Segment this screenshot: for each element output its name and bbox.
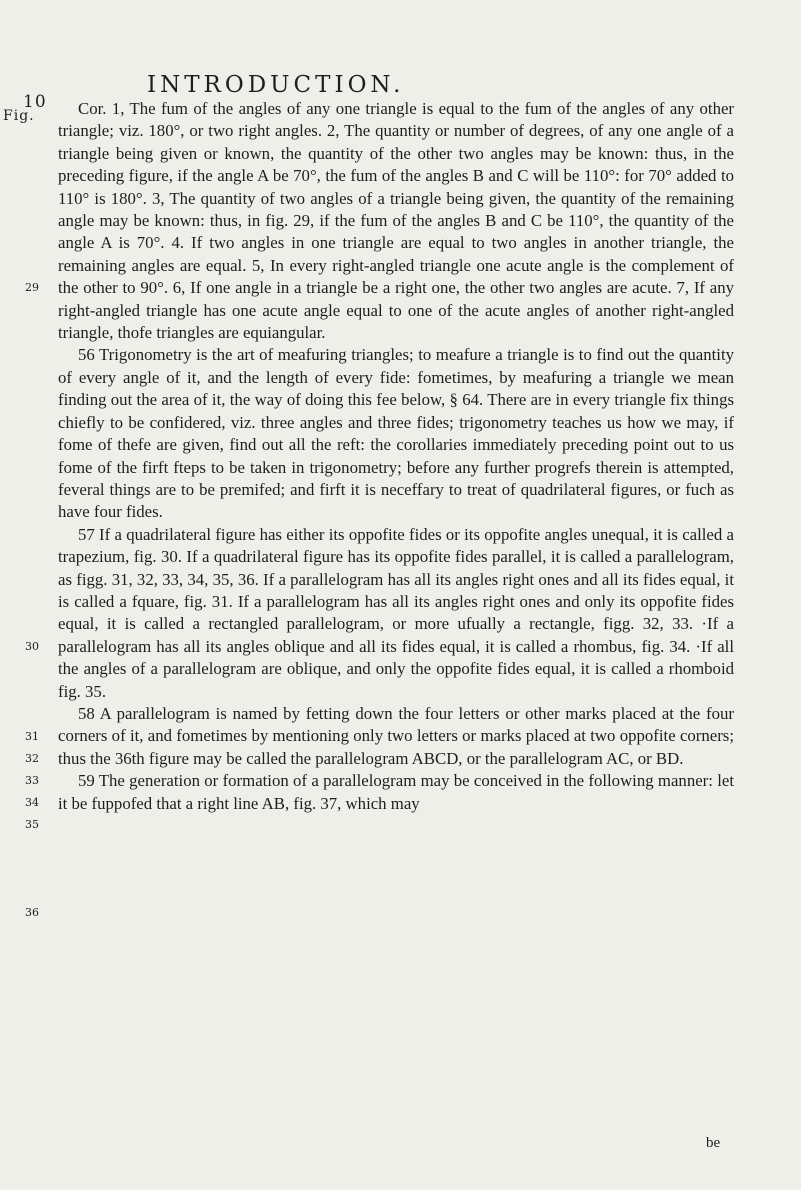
margin-figure-number: 35 bbox=[25, 818, 39, 831]
margin-figure-number: 29 bbox=[25, 281, 39, 294]
margin-figure-number: 31 bbox=[25, 730, 39, 743]
paragraph-58: 58 A parallelogram is named by fetting down the four letters or other marks placed at the four corners of it, and fometimes by mentioning only two letters or marks placed at two oppofite corners; thus the 36th figure may be called the parallelogram ABCD, or the parallelogram AC, or BD. bbox=[58, 703, 734, 768]
catchword: be bbox=[706, 1135, 721, 1151]
fig-column-label: Fig. bbox=[3, 108, 35, 124]
margin-figure-number: 33 bbox=[25, 774, 39, 787]
margin-figure-number: 36 bbox=[25, 906, 39, 919]
paragraph-56: 56 Trigonometry is the art of meafuring triangles; to meafure a triangle is to find out the quantity of every angle of it, and the length of every fide: fometimes, by meafuring a triangle we mean finding out the area of it, the way of doing this fee below, § 64. There are in every triangle fix things chiefly to be confidered, viz. three angles and three fides; trigonometry teaches us how we may, if fome of thefe are given, find out all the reft: the corollaries immediately preceding point out to us fome of the firft fteps to be taken in trigonometry; before any further progrefs therein is attempted, feveral things are to be premifed; and firft it is neceffary to treat of quadrilateral figures, or fuch as have four fides. bbox=[58, 345, 734, 522]
paragraph-59: 59 The generation or formation of a parallelogram may be conceived in the following manner: let it be fuppofed that a right line AB, fig. 37, which may bbox=[58, 771, 734, 813]
running-title: INTRODUCTION. bbox=[147, 72, 405, 98]
margin-figure-number: 34 bbox=[25, 796, 39, 809]
paragraph-corollaries: Cor. 1, The fum of the angles of any one triangle is equal to the fum of the angles of any other triangle; viz. 180°, or two right angles. 2, The quantity or number of degrees, of any one angle of a triangle being given or known, the quantity of the other two angles may be known: thus, in the preceding figure, if the angle A be 70°, the fum of the angles B and C will be 110°: for 70° added to 110° is 180°. 3, The quantity of two angles of a triangle being given, the quantity of the remaining angle may be known: thus, in fig. 29, if the fum of the angles B and C be 110°, the quantity of the angle A is 70°. 4. If two angles in one triangle are equal to two angles in another triangle, the remaining angles are equal. 5, In every right-angled triangle one acute angle is the complement of the other to 90°. 6, If one angle in a triangle be a right one, the other two angles are acute. 7, If any right-angled triangle has one acute angle equal to one of the acute angles of another right-angled triangle, thofe triangles are equiangular. bbox=[58, 99, 734, 343]
page-number: 10 bbox=[23, 92, 47, 112]
margin-figure-number: 32 bbox=[25, 752, 39, 765]
body-text bbox=[58, 98, 734, 815]
paragraph-57: 57 If a quadrilateral figure has either its oppofite fides or its oppofite angles unequal, it is called a trapezium, fig. 30. If a quadrilateral figure has its oppofite fides parallel, it is called a parallelogram, as figg. 31, 32, 33, 34, 35, 36. If a parallelogram has all its angles right ones and all its fides equal, it is called a fquare, fig. 31. If a parallelogram has all its angles right ones and only its oppofite fides equal, it is called a rectangled parallelogram, or more ufually a rectangle, figg. 32, 33. ·If a parallelogram has all its angles oblique and all its fides equal, it is called a rhombus, fig. 34. ·If all the angles of a parallelogram are oblique, and only the oppofite fides equal, it is called a rhomboid fig. 35. bbox=[58, 524, 734, 701]
margin-figure-number: 30 bbox=[25, 640, 39, 653]
